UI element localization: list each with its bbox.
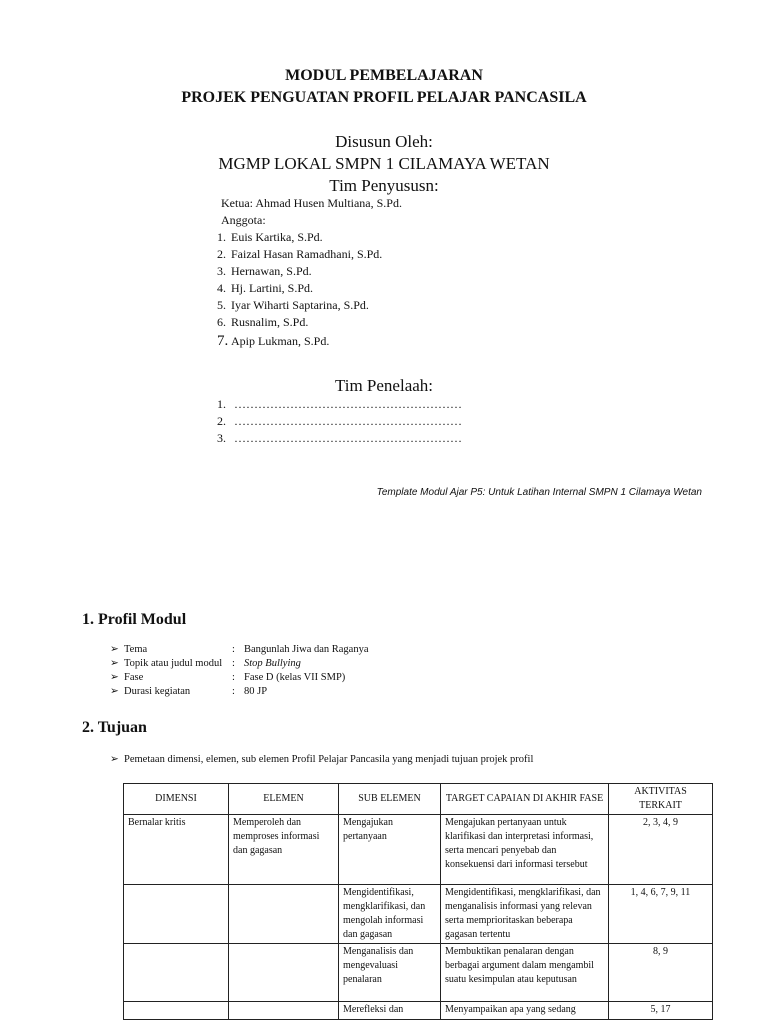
cell-sub-elemen: Merefleksi dan [339, 1002, 441, 1020]
cell-elemen [229, 944, 339, 1002]
profil-row-topik: ➢ Topik atau judul modul : Stop Bullying [110, 658, 301, 669]
template-note: Template Modul Ajar P5: Untuk Latihan Internal SMPN 1 Cilamaya Wetan [376, 487, 702, 498]
cell-aktivitas: 2, 3, 4, 9 [609, 815, 713, 885]
ketua-line: Ketua: Ahmad Husen Multiana, S.Pd. [221, 196, 402, 210]
profil-row-durasi: ➢ Durasi kegiatan : 80 JP [110, 686, 268, 697]
module-subtitle: PROJEK PENGUATAN PROFIL PELAJAR PANCASILA [181, 89, 587, 106]
cell-elemen [229, 1002, 339, 1020]
cell-elemen [229, 885, 339, 944]
cell-target: Menyampaikan apa yang sedang [441, 1002, 609, 1020]
cell-sub-elemen: Menganalisis dan mengevaluasi penalaran [339, 944, 441, 1002]
cell-dimensi [124, 885, 229, 944]
header-sub-elemen: SUB ELEMEN [339, 784, 441, 815]
organization-name: MGMP LOKAL SMPN 1 CILAMAYA WETAN [218, 154, 550, 173]
arrow-bullet-icon: ➢ [110, 658, 119, 669]
header-target: TARGET CAPAIAN DI AKHIR FASE [441, 784, 609, 815]
anggota-label: Anggota: [221, 213, 266, 227]
table-row [124, 1002, 713, 1020]
penelaah-item: 3. ………………………………………………… [217, 431, 462, 445]
module-title: MODUL PEMBELAJARAN [285, 67, 483, 84]
penelaah-item: 2. ………………………………………………… [217, 414, 462, 428]
anggota-item: 3. Hernawan, S.Pd. [217, 264, 312, 278]
cell-target: Mengidentifikasi, mengklarifikasi, dan menganalisis informasi yang relevan serta memprioritaskan beberapa gagasan tertentu [441, 885, 609, 944]
disusun-label: Disusun Oleh: [335, 132, 433, 151]
cell-aktivitas: 1, 4, 6, 7, 9, 11 [609, 885, 713, 944]
section-profil-modul-heading: 1. Profil Modul [82, 611, 187, 628]
anggota-item: 4. Hj. Lartini, S.Pd. [217, 281, 314, 295]
arrow-bullet-icon: ➢ [110, 644, 119, 655]
table-row [124, 944, 713, 1002]
arrow-bullet-icon: ➢ [110, 672, 119, 683]
section-tujuan-heading: 2. Tujuan [82, 719, 147, 736]
table-header-row [124, 784, 713, 815]
profil-row-tema: ➢ Tema : Bangunlah Jiwa dan Raganya [110, 644, 369, 655]
cell-sub-elemen: Mengajukan pertanyaan [339, 815, 441, 885]
cell-target: Mengajukan pertanyaan untuk klarifikasi dan interpretasi informasi, serta mencari penyebab dan konsekuensi dari informasi tersebut [441, 815, 609, 885]
cell-sub-elemen: Mengidentifikasi, mengklarifikasi, dan mengolah informasi dan gagasan [339, 885, 441, 944]
cell-target: Membuktikan penalaran dengan berbagai argument dalam mengambil suatu kesimpulan atau keputusan [441, 944, 609, 1002]
anggota-item: 5. Iyar Wiharti Saptarina, S.Pd. [217, 298, 369, 312]
table-row [124, 885, 713, 944]
anggota-item: 1. Euis Kartika, S.Pd. [217, 230, 323, 244]
table-row [124, 815, 713, 885]
header-aktivitas: AKTIVITAS TERKAIT [609, 784, 713, 815]
anggota-item: 2. Faizal Hasan Ramadhani, S.Pd. [217, 247, 383, 261]
tujuan-intro: ➢ Pemetaan dimensi, elemen, sub elemen Profil Pelajar Pancasila yang menjadi tujuan projek profil [110, 754, 534, 765]
tujuan-table [123, 783, 713, 1020]
cell-aktivitas: 5, 17 [609, 1002, 713, 1020]
cell-dimensi [124, 1002, 229, 1020]
anggota-item: 6. Rusnalim, S.Pd. [217, 315, 309, 329]
arrow-bullet-icon: ➢ [110, 686, 119, 697]
cell-dimensi [124, 944, 229, 1002]
arrow-bullet-icon: ➢ [110, 754, 119, 765]
anggota-item: 7. Apip Lukman, S.Pd. [217, 333, 330, 349]
profil-row-fase: ➢ Fase : Fase D (kelas VII SMP) [110, 672, 346, 683]
header-dimensi: DIMENSI [124, 784, 229, 815]
penelaah-item: 1. ………………………………………………… [217, 397, 462, 411]
cell-elemen: Memperoleh dan memproses informasi dan gagasan [229, 815, 339, 885]
cell-dimensi: Bernalar kritis [124, 815, 229, 885]
tim-penyusun-label: Tim Penyususn: [329, 176, 439, 195]
header-elemen: ELEMEN [229, 784, 339, 815]
tim-penelaah-label: Tim Penelaah: [334, 376, 434, 395]
cell-aktivitas: 8, 9 [609, 944, 713, 1002]
